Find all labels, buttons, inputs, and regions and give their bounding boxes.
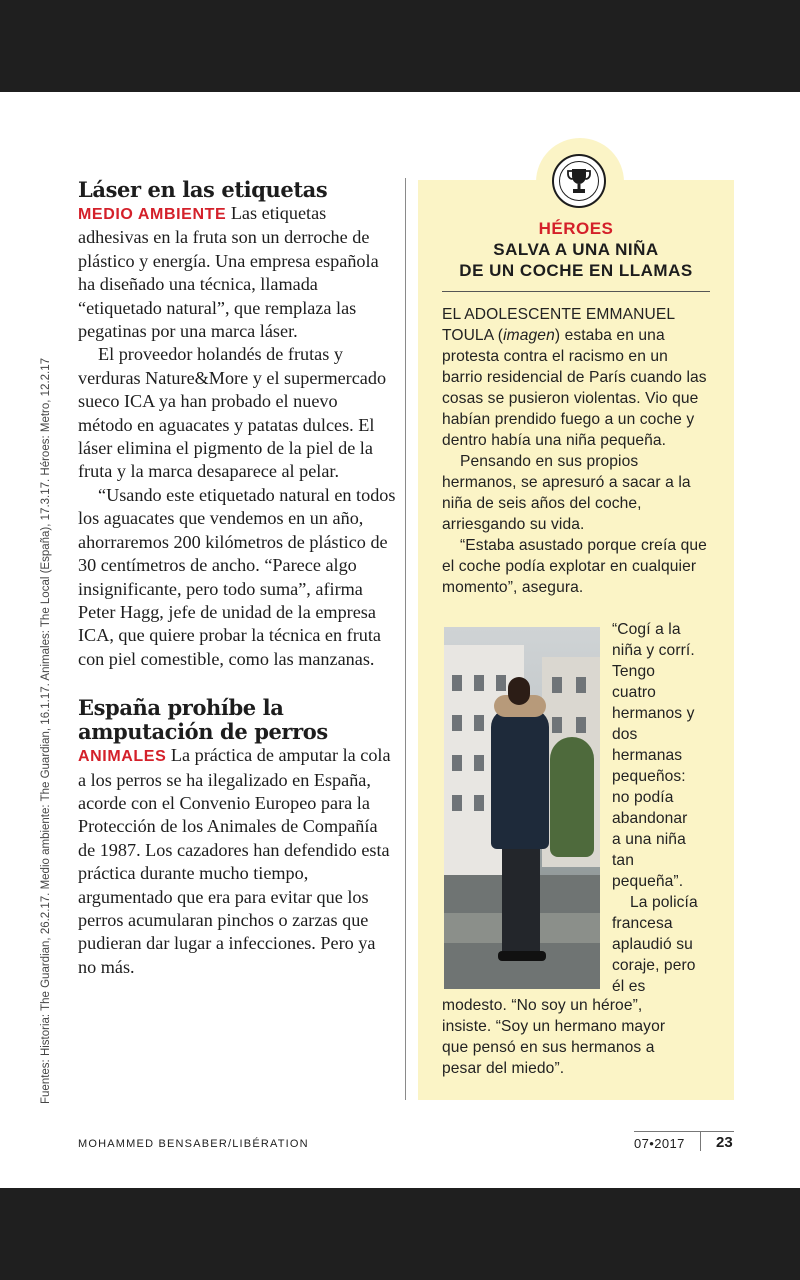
wrap-line: a una niña xyxy=(612,831,686,848)
article1-p1-text: Las etiquetas adhesivas en la fruta son un derroche de plástico y energía. Una empresa española ha diseñado una técnica, llamada “etiquetado natural”, que remplaza las pegatinas por una marca láser. xyxy=(78,203,379,342)
wrap-line: pequeños: xyxy=(612,768,686,785)
wrap-line: La policía xyxy=(630,894,698,911)
wrap-line: abandonar xyxy=(612,810,688,827)
wrap-line: francesa xyxy=(612,915,673,932)
heroes-wrap-column xyxy=(612,619,724,997)
heroes-lead-rest: estaba en una protesta contra el racismo en un barrio residencial de París cuando las cosas se pusieron violentas. Vio que habían prendido fuego a un coche y dentro había una niña pequeña. xyxy=(442,327,707,449)
trophy-medal xyxy=(552,154,606,208)
wrap-line: Tengo xyxy=(612,663,655,680)
wrap-line: pequeña”. xyxy=(612,873,684,890)
bottom-line: pesar del miedo”. xyxy=(442,1060,565,1077)
heroes-lead-caps: EL ADOLESCENTE EMMANUEL TOULA xyxy=(442,306,675,344)
wrap-line: no podía xyxy=(612,789,674,806)
wrap-line: cuatro xyxy=(612,684,656,701)
top-bar xyxy=(0,0,800,92)
left-column xyxy=(78,178,396,979)
footer-rule-horizontal xyxy=(634,1131,734,1132)
article2-p1-text: La práctica de amputar la cola a los perros se ha ilegalizado en España, acorde con el Convenio Europeo para la Protección de los Animales de Compañía de 1987. Los cazadores han defendido esta práctica durante mucho tiempo, argumentado que era para evitar que los perros acumularan pinchos o zarzas que pudieran dar lugar a infecciones. Pero ya no más. xyxy=(78,745,391,977)
page-number: 23 xyxy=(716,1134,733,1151)
photo-tree xyxy=(550,737,594,857)
wrap-line: hermanos y xyxy=(612,705,695,722)
issue-date: 07•2017 xyxy=(634,1136,685,1151)
article1-paragraph-2: El proveedor holandés de frutas y verduras Nature&More y el supermercado sueco ICA ya han probado el nuevo método en aguacates y patatas dulces. El láser elimina el pigmento de la piel de la fruta y la marca desaparece al pelar. xyxy=(78,344,387,482)
footer-rule-vertical xyxy=(700,1131,701,1151)
article1-headline: Láser en las etiquetas xyxy=(78,177,328,202)
article2-paragraph-1 xyxy=(78,744,396,979)
photo-credit: MOHAMMED BENSABER/LIBÉRATION xyxy=(78,1138,309,1150)
heroes-paragraph-3: “Estaba asustado porque creía que el coche podía explotar en cualquier momento”, asegura. xyxy=(442,537,707,596)
article2-headline: España prohíbe la amputación de perros xyxy=(78,695,328,745)
heroes-paragraph-2: Pensando en sus propios hermanos, se apresuró a sacar a la niña de seis años del coche, arriesgando su vida. xyxy=(442,453,691,533)
photo-person-legs xyxy=(502,847,540,955)
heroes-title-line-1: SALVA A UNA NIÑA xyxy=(493,240,659,259)
heroes-paragraph-1: EL ADOLESCENTE EMMANUEL TOULA (imagen) estaba en una protesta contra el racismo en un barrio residencial de París cuando las cosas se pusieron violentas. Vio que habían prendido fuego a un coche y dentro había una niña pequeña. xyxy=(442,306,707,449)
photo-person-shoes xyxy=(498,951,546,961)
heroes-title-rule xyxy=(442,291,710,292)
sources-credits: Fuentes: Historia: The Guardian, 26.2.17. Medio ambiente: The Guardian, 16.1.17. Animales: The Local (España), 17.3.17. Héroes: Metro, 12.2.17 xyxy=(40,357,52,1104)
wrap-line: “Cogí a la xyxy=(612,621,681,638)
wrap-line: dos xyxy=(612,726,638,743)
heroes-lead-italic: imagen xyxy=(503,327,555,344)
heroes-title xyxy=(418,239,734,281)
bottom-line: modesto. “No soy un héroe”, xyxy=(442,997,643,1014)
article2-kicker: ANIMALES xyxy=(78,748,167,766)
wrap-line: niña y corrí. xyxy=(612,642,695,659)
article2 xyxy=(78,696,396,979)
bottom-bar xyxy=(0,1188,800,1280)
wrap-line: tan xyxy=(612,852,634,869)
heroes-kicker: HÉROES xyxy=(538,219,614,238)
heroes-body-bottom xyxy=(442,995,710,1079)
wrap-line: él es xyxy=(612,978,646,995)
heroes-title-line-2: DE UN COCHE EN LLAMAS xyxy=(459,261,693,280)
photo-emmanuel-toula xyxy=(444,627,600,989)
photo-person-coat xyxy=(491,709,549,849)
article1-kicker: MEDIO AMBIENTE xyxy=(78,206,227,223)
wrap-line: aplaudió su xyxy=(612,936,693,953)
article1-paragraph-1 xyxy=(78,202,396,343)
trophy-icon xyxy=(566,167,592,195)
bottom-line: insiste. “Soy un hermano mayor xyxy=(442,1018,666,1035)
heroes-body-top xyxy=(442,304,710,598)
photo-person-head xyxy=(508,677,530,705)
column-divider xyxy=(405,178,406,1100)
wrap-line: hermanas xyxy=(612,747,683,764)
article1-paragraph-3: “Usando este etiquetado natural en todos los aguacates que vendemos en un año, ahorraremos 200 kilómetros de plástico de 30 centímetros de ancho. “Parece algo insignificante, pero todo suma”, afirma Peter Hagg, jefe de unidad de la empresa ICA, que quiere probar la técnica en fruta con piel comestible, como las manzanas. xyxy=(78,484,396,669)
bottom-line: que pensó en sus hermanos a xyxy=(442,1039,655,1056)
wrap-line: coraje, pero xyxy=(612,957,696,974)
